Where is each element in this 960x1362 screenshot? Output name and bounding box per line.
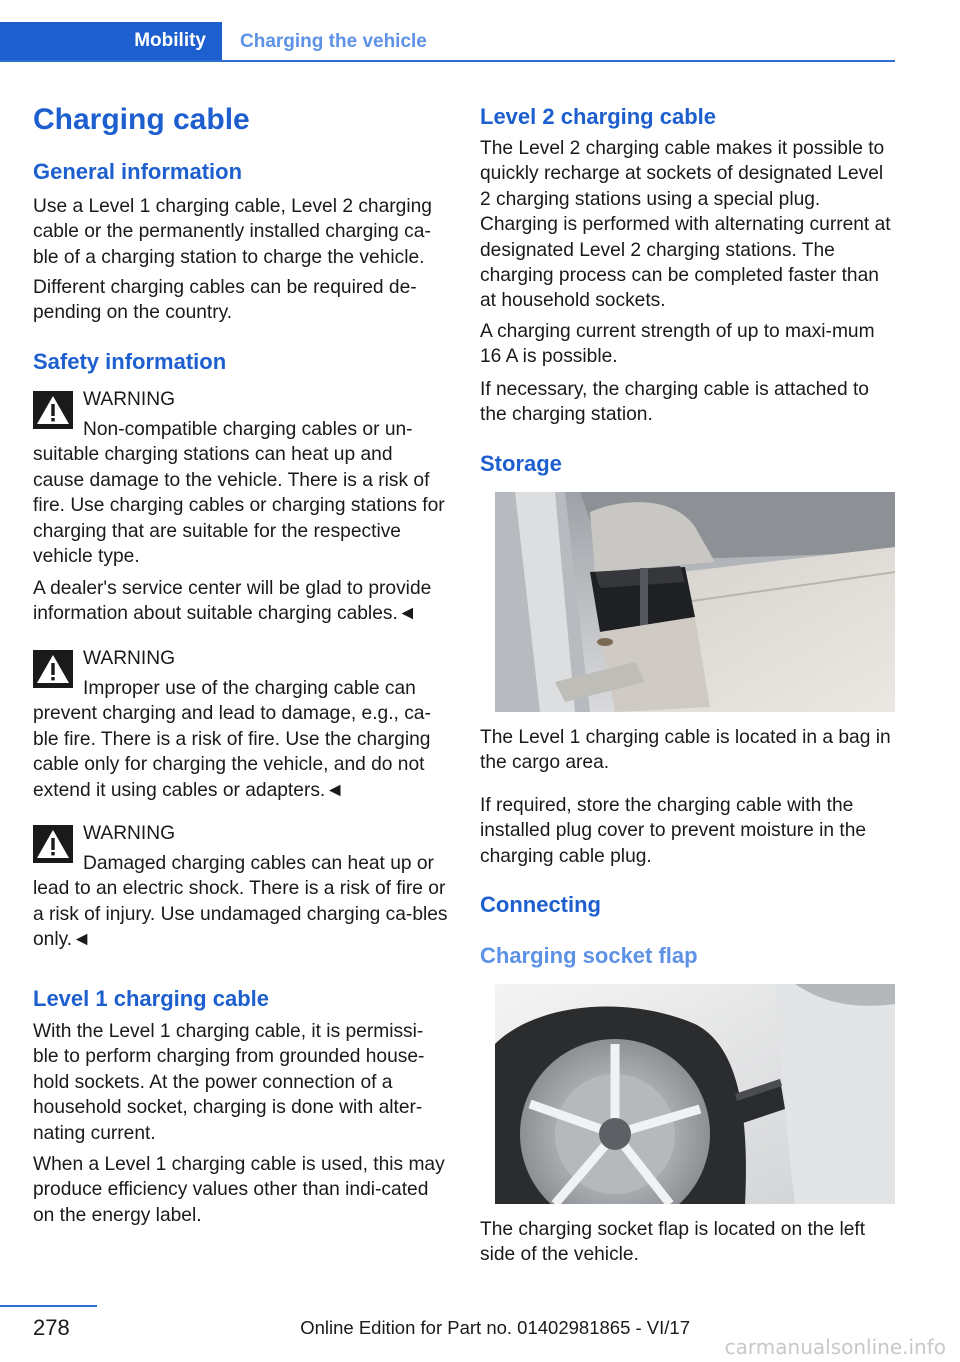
warning-label: WARNING <box>83 389 176 410</box>
storage-paragraph-1: The Level 1 charging cable is located in a bag in the cargo area. <box>480 727 891 774</box>
storage-heading: Storage <box>480 451 562 476</box>
header-rule <box>0 60 895 62</box>
storage-paragraph-2: If required, store the charging cable with the installed plug cover to prevent moisture in the charging cable plug. <box>480 795 867 867</box>
level2-paragraph-2: A charging current strength of up to maxi-mum 16 A is possible. <box>480 321 875 368</box>
cargo-area-photo <box>495 492 895 712</box>
section-tab: Mobility <box>0 22 222 60</box>
charging-socket-flap-photo <box>495 984 895 1204</box>
general-info-paragraph-2: Different charging cables can be required de-pending on the country. <box>33 277 417 324</box>
warning-label: WARNING <box>83 823 176 844</box>
socket-flap-paragraph: The charging socket flap is located on the left side of the vehicle. <box>480 1219 866 1266</box>
warning-1-dealer-note: A dealer's service center will be glad to provide information about suitable charging cables.◄ <box>33 578 432 625</box>
level2-paragraph-1: The Level 2 charging cable makes it possible to quickly recharge at sockets of designated Level 2 charging stations using a special plug. Charging is performed with alternating current at designated Level 2 charging stations. The charging process can be completed faster than at household sockets. <box>480 138 891 312</box>
warning-label: WARNING <box>83 648 176 669</box>
level1-paragraph-1: With the Level 1 charging cable, it is permissi-ble to perform charging from grounded house-hold sockets. At the power connection of a household socket, charging is done with alter-nating current. <box>33 1021 425 1144</box>
warning-text: Non-compatible charging cables or un-suitable charging stations can heat up and cause damage to the vehicle. There is a risk of fire. Use charging cables or charging stations for charging that are suitable for the respective vehicle type. <box>33 419 445 568</box>
general-info-heading: General information <box>33 159 243 184</box>
topic-tab: Charging the vehicle <box>240 31 427 52</box>
general-info-paragraph-1: Use a Level 1 charging cable, Level 2 charging cable or the permanently installed charging ca-ble of a charging station to charge the vehicle. <box>33 196 432 268</box>
level2-heading: Level 2 charging cable <box>480 104 716 129</box>
connecting-heading: Connecting <box>480 892 601 917</box>
page-number: 278 <box>33 1315 70 1340</box>
level1-heading: Level 1 charging cable <box>33 986 269 1011</box>
edition-note: Online Edition for Part no. 01402981865 - VI/17 <box>300 1317 690 1338</box>
footer-rule <box>0 1305 97 1307</box>
safety-info-heading: Safety information <box>33 349 227 374</box>
level2-paragraph-3: If necessary, the charging cable is attached to the charging station. <box>480 379 869 426</box>
running-header <box>0 22 895 62</box>
warning-text: Improper use of the charging cable can prevent charging and lead to damage, e.g., ca-ble fire. There is a risk of fire. Use the charging cable only for charging the vehicle, and do not extend it using cables or adapters.◄ <box>33 678 431 801</box>
warning-text: Damaged charging cables can heat up or lead to an electric shock. There is a risk of fire or a risk of injury. Use undamaged charging ca-bles only.◄ <box>33 853 448 951</box>
level1-paragraph-2: When a Level 1 charging cable is used, this may produce efficiency values other than indi-cated on the energy label. <box>33 1154 445 1226</box>
watermark-text: carmanualsonline.info <box>724 1335 946 1359</box>
page-title: Charging cable <box>33 103 250 136</box>
socket-flap-subheading: Charging socket flap <box>480 943 698 968</box>
